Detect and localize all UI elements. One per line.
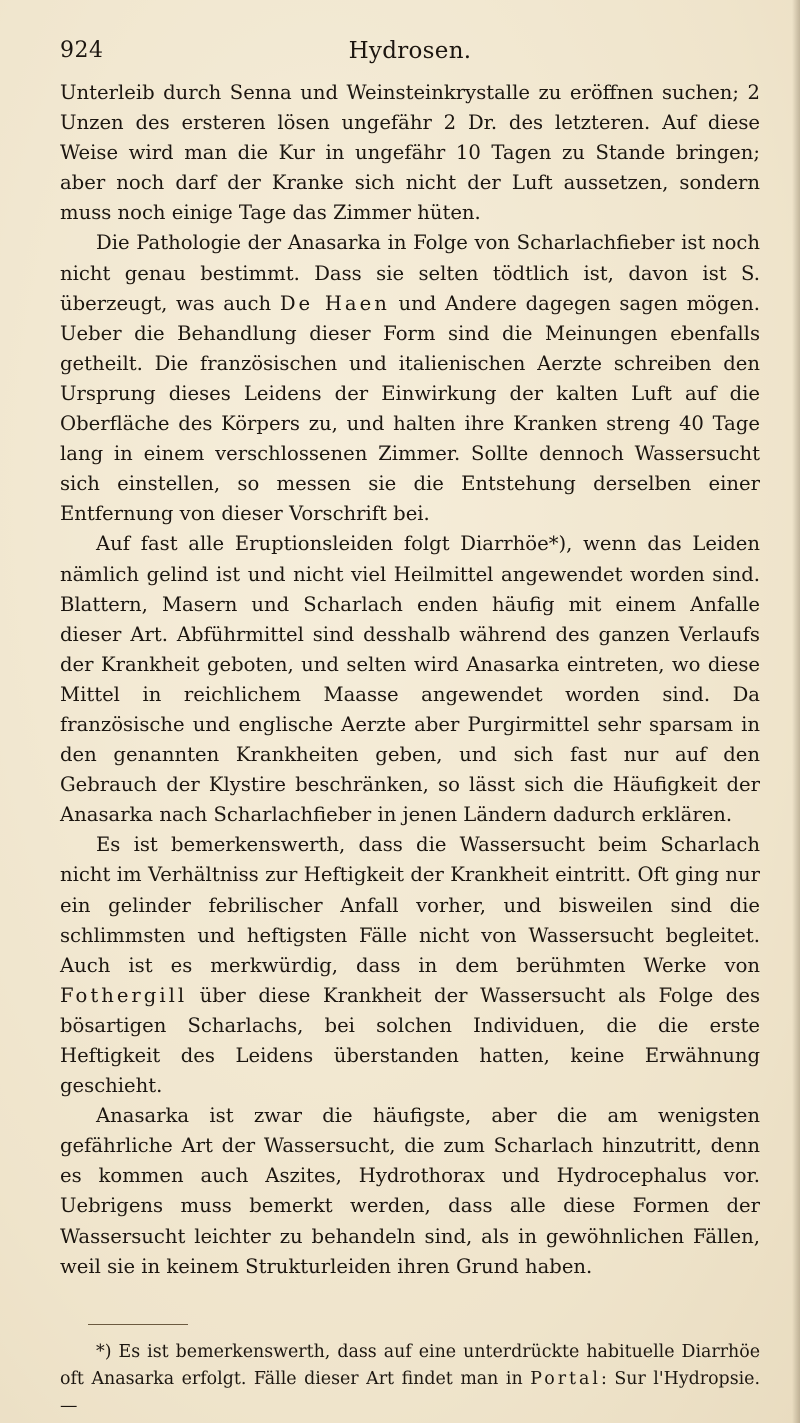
paragraph-2 — [60, 228, 760, 529]
running-title: Hydrosen. — [348, 38, 472, 64]
footnote-rule — [88, 1324, 188, 1325]
paragraph-3: Auf fast alle Eruptionsleiden folgt Diarrhöe*), wenn das Leiden nämlich gelind ist und nicht viel Heilmittel angewendet worden sind. Blattern, Masern und Scharlach enden häufig mit einem Anfalle dieser Art. Abführmittel sind desshalb während des ganzen Verlaufs der Krankheit geboten, und selten wird Anasarka eintreten, wo diese Mittel in reichlichem Maasse angewendet worden sind. Da französische und englische Aerzte aber Purgirmittel sehr sparsam in den genannten Krankheiten geben, und sich fast nur auf den Gebrauch der Klystire beschränken, so lässt sich die Häufigkeit der Anasarka nach Scharlachfieber in jenen Ländern dadurch erklären. — [60, 532, 760, 827]
paragraph-2-text-b: und Andere dagegen sagen mögen. Ueber die Behandlung dieser Form sind die Meinungen ebenfalls getheilt. Die französischen und italienischen Aerzte schreiben den Ursprung dieses Leidens der Einwirkung der kalten Luft auf die Oberfläche des Körpers zu, und halten ihre Kranken streng 40 Tage lang in einem verschlossenen Zimmer. Sollte dennoch Wassersucht sich einstellen, so messen sie die Entstehung derselben einer Entfernung von dieser Vorschrift bei. — [60, 291, 760, 526]
page-header — [60, 38, 760, 78]
footnote-text-b: : Sur l'Hydropsie. — — [60, 1368, 760, 1416]
author-name-fothergill: Fothergill — [60, 983, 188, 1007]
paragraph-4-text-b: über diese Krankheit der Wassersucht als Folge des bösartigen Scharlachs, bei solchen Individuen, die die erste Heftigkeit des Leidens überstanden hatten, keine Erwähnung geschieht. — [60, 983, 760, 1098]
body-text — [60, 78, 760, 1282]
footnote-text-a: *) Es ist bemerkenswerth, dass auf eine unterdrückte habituelle Diarrhöe oft Anasarka erfolgt. Fälle dieser Art findet man in — [60, 1341, 760, 1389]
paragraph-5: Anasarka ist zwar die häufigste, aber die am wenigsten gefährliche Art der Wassersucht, die zum Scharlach hinzutritt, denn es kommen auch Aszites, Hydrothorax und Hydrocephalus vor. Uebrigens muss bemerkt werden, dass alle diese Formen der Wassersucht leichter zu behandeln sind, als in gewöhnlichen Fällen, weil sie in keinem Strukturleiden ihren Grund haben. — [60, 1104, 760, 1278]
page-edge-shadow — [792, 0, 800, 1423]
page-number: 924 — [60, 38, 104, 63]
author-name-portal: Portal — [530, 1368, 601, 1389]
book-page — [60, 38, 760, 1420]
footnote — [60, 1339, 760, 1420]
paragraph-4 — [60, 830, 760, 1101]
paragraph-2-text-a: Die Pathologie der Anasarka in Folge von Scharlachfieber ist noch nicht genau bestimmt. Dass sie selten tödtlich ist, davon ist S. überzeugt, was auch — [60, 231, 760, 315]
author-name-de-haen: De Haen — [279, 291, 390, 315]
paragraph-1: Unterleib durch Senna und Weinsteinkrystalle zu eröffnen suchen; 2 Unzen des ersteren lösen ungefähr 2 Dr. des letzteren. Auf diese Weise wird man die Kur in ungefähr 10 Tagen zu Stande bringen; aber noch darf der Kranke sich nicht der Luft aussetzen, sondern muss noch einige Tage das Zimmer hüten. — [60, 81, 760, 225]
paragraph-4-text-a: Es ist bemerkenswerth, dass die Wassersucht beim Scharlach nicht im Verhältniss zur Heftigkeit der Krankheit eintritt. Oft ging nur ein gelinder febrilischer Anfall vorher, und bisweilen sind die schlimmsten und heftigsten Fälle nicht von Wassersucht begleitet. Auch ist es merkwürdig, dass in dem berühmten Werke von — [60, 833, 760, 977]
